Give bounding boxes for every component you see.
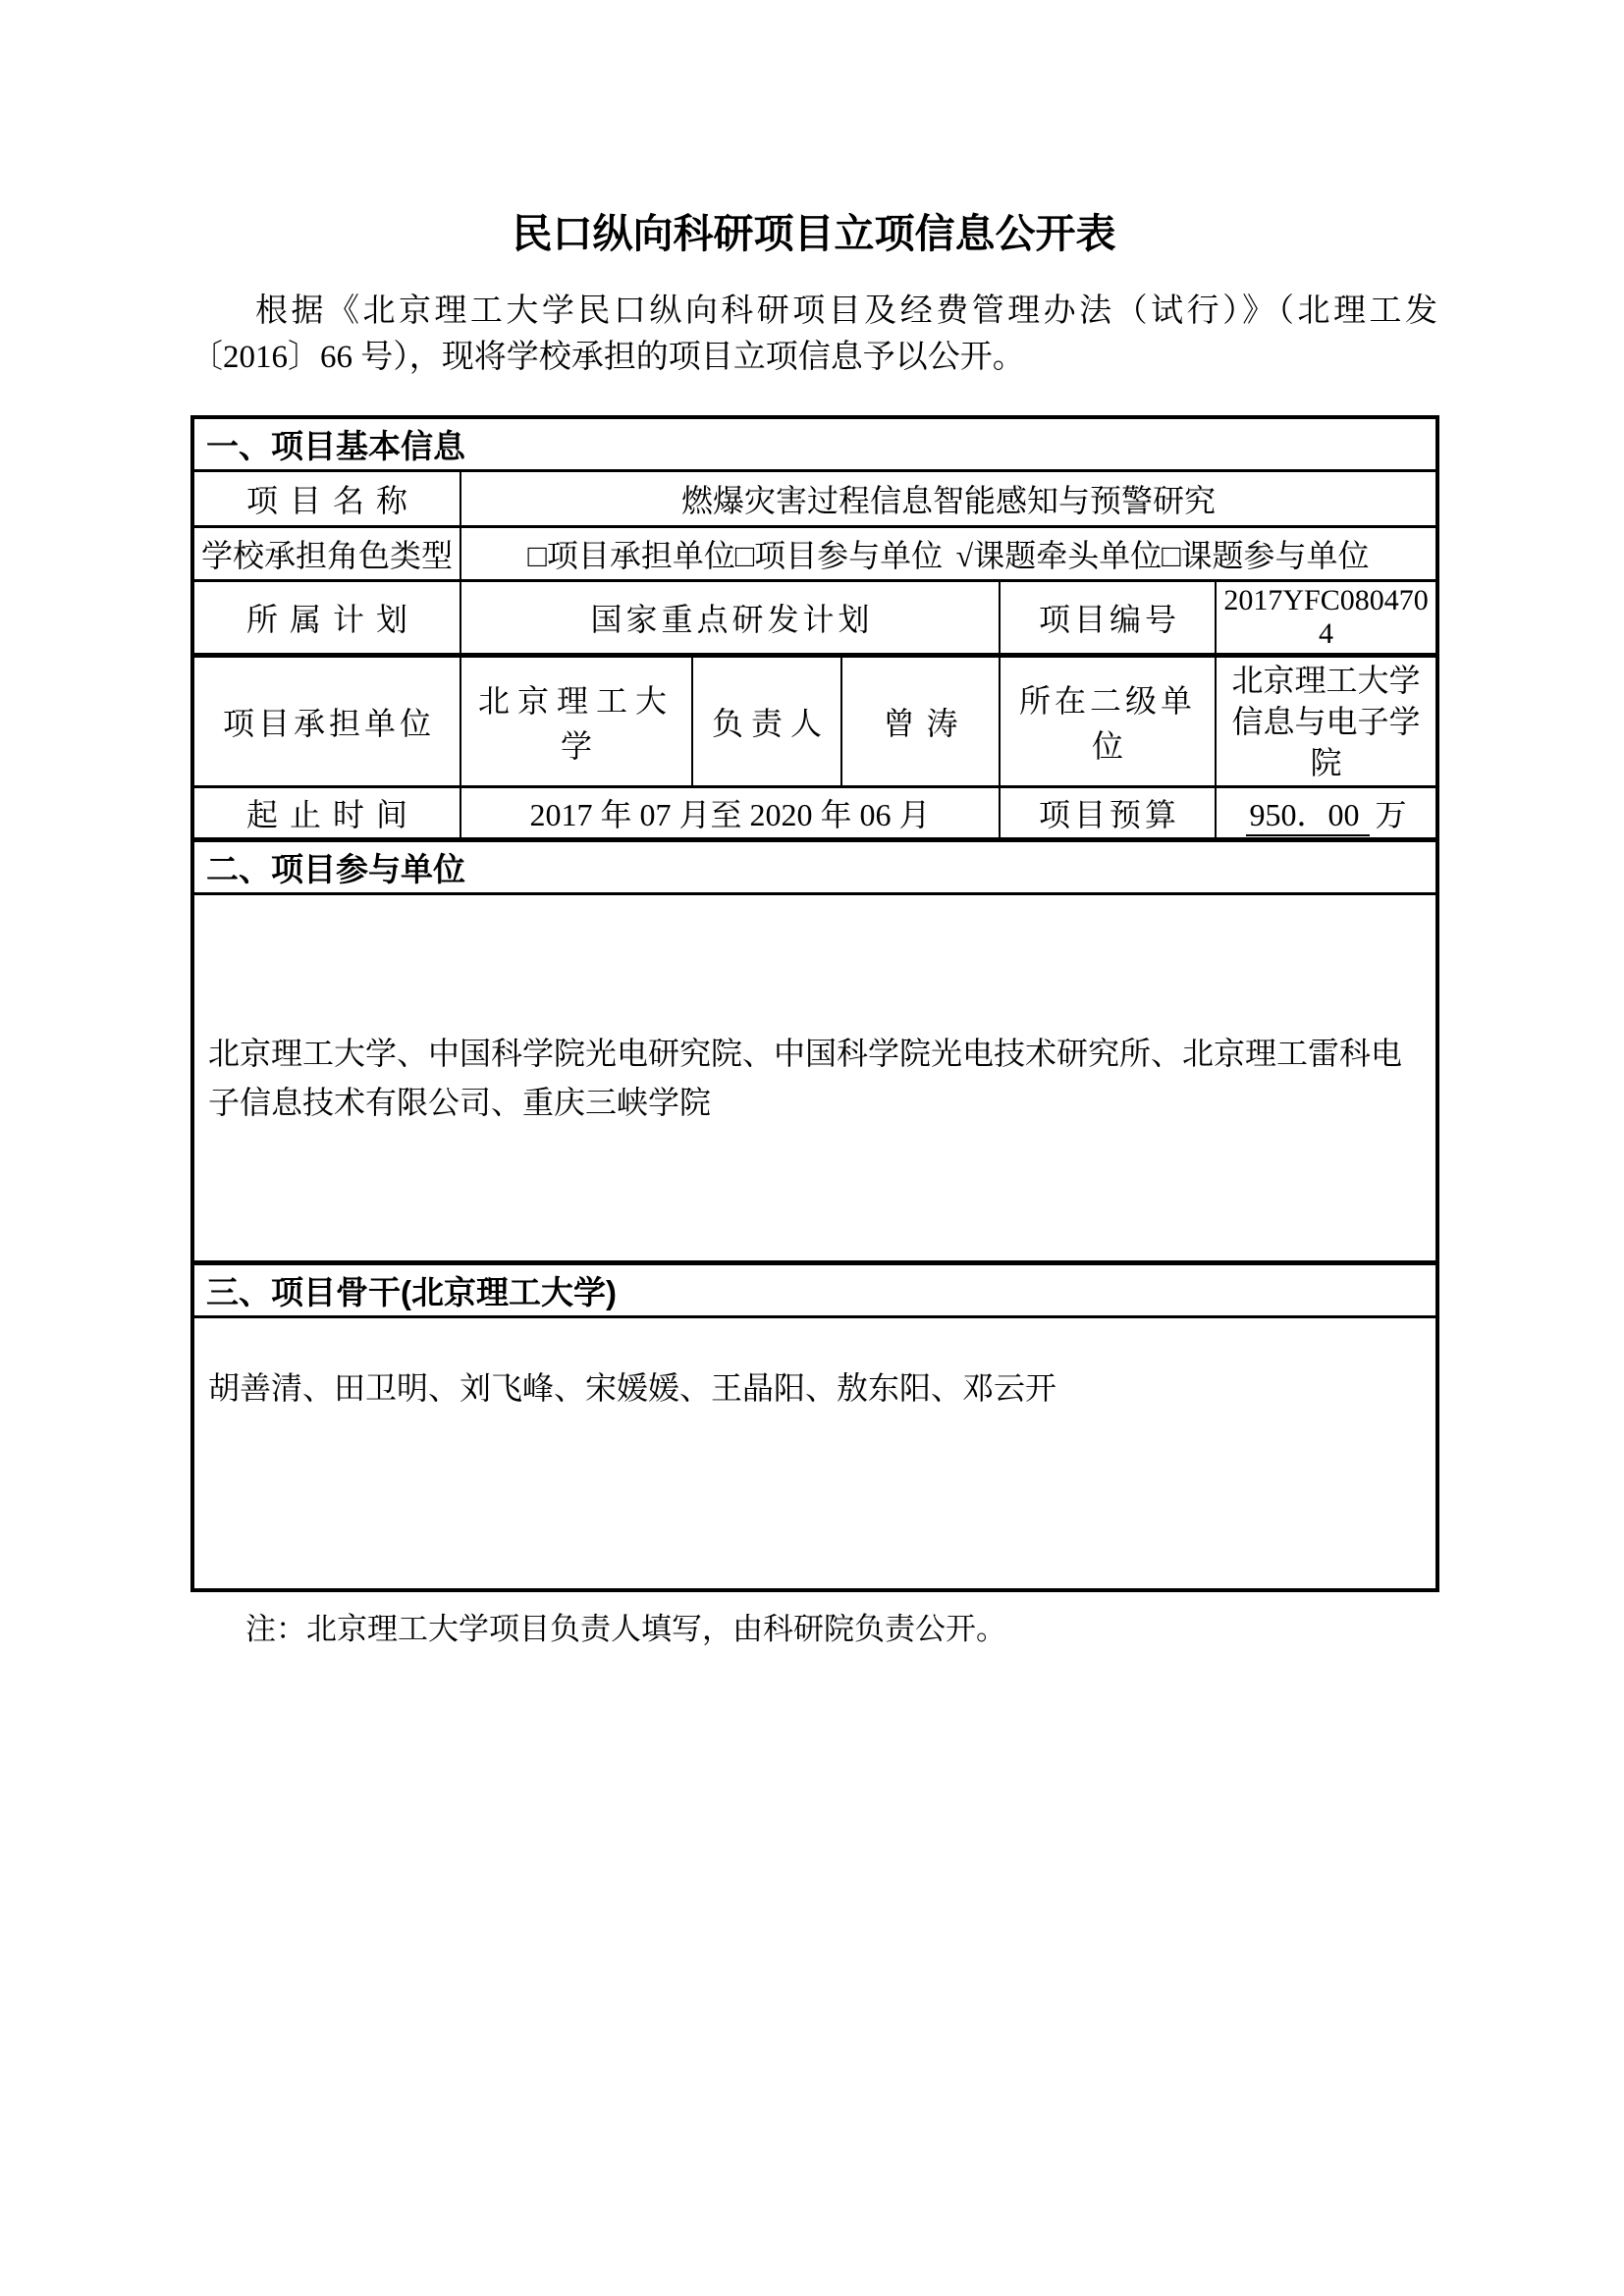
budget-label <box>1000 787 1216 840</box>
budget-value-cell <box>1216 787 1437 840</box>
footer-note: 注：北京理工大学项目负责人填写，由科研院负责公开。 <box>245 1611 1006 1646</box>
backbone-content: 胡善清、田卫明、刘飞峰、宋媛媛、王晶阳、敖东阳、邓云开 <box>192 1317 1437 1590</box>
project-no-value: 2017YFC0804704 <box>1216 581 1437 656</box>
checkmark-icon: √ <box>955 538 974 573</box>
undertaker-value-text: 北京理工大学 <box>477 683 675 764</box>
section3-header-row <box>192 1263 1437 1317</box>
project-no-label-text: 项目编号 <box>1038 602 1180 637</box>
leader-label <box>692 656 841 787</box>
duration-label-text: 起止时间 <box>245 797 419 832</box>
project-name-value: 燃爆灾害过程信息智能感知与预警研究 <box>460 471 1437 527</box>
plan-value-text: 国家重点研发计划 <box>590 602 874 637</box>
project-info-table <box>190 415 1439 1592</box>
section2-content-row <box>192 894 1437 1263</box>
duration-row <box>192 787 1437 840</box>
undertaker-value <box>460 656 692 787</box>
checkbox-empty-icon: □ <box>527 538 547 573</box>
role-option-participant <box>735 538 943 573</box>
role-option-topic-participant <box>1162 538 1369 573</box>
budget-amount: 950．00 <box>1246 797 1370 836</box>
leader-value-text: 曾涛 <box>883 706 970 741</box>
project-name-row <box>192 471 1437 527</box>
role-option-label: 项目参与单位 <box>754 538 944 573</box>
section2-header-row <box>192 840 1437 894</box>
role-option-label: 课题牵头单位 <box>973 538 1163 573</box>
role-type-row <box>192 527 1437 581</box>
undertaker-label <box>192 656 460 787</box>
leader-value <box>841 656 1000 787</box>
plan-label-text: 所属计划 <box>245 602 419 637</box>
project-name-label-text: 项目名称 <box>245 483 419 518</box>
participants-content: 北京理工大学、中国科学院光电研究院、中国科学院光电技术研究所、北京理工雷科电子信息技术有限公司、重庆三峡学院 <box>192 894 1437 1263</box>
leader-label-text: 负责人 <box>711 706 830 741</box>
section2-title: 二、项目参与单位 <box>192 840 1437 894</box>
section1-title: 一、项目基本信息 <box>192 417 1437 471</box>
duration-value: 2017 年 07 月至 2020 年 06 月 <box>460 787 1000 840</box>
role-option-undertaker <box>528 538 735 573</box>
section3-content-row <box>192 1317 1437 1590</box>
role-option-label: 课题参与单位 <box>1180 538 1370 573</box>
duration-label <box>192 787 460 840</box>
plan-label <box>192 581 460 656</box>
checkbox-empty-icon: □ <box>1162 538 1181 573</box>
role-type-label: 学校承担角色类型 <box>192 527 460 581</box>
secondary-unit-value: 北京理工大学信息与电子学院 <box>1216 656 1437 787</box>
role-option-topic-lead <box>956 538 1163 573</box>
undertaker-row <box>192 656 1437 787</box>
role-type-options <box>460 527 1437 581</box>
secondary-unit-label <box>1000 656 1216 787</box>
undertaker-label-text: 项目承担单位 <box>222 706 435 741</box>
document-title: 民口纵向科研项目立项信息公开表 <box>512 211 1116 256</box>
project-no-label <box>1000 581 1216 656</box>
project-name-label <box>192 471 460 527</box>
secondary-unit-label-text: 所在二级单位 <box>1018 683 1196 764</box>
plan-row <box>192 581 1437 656</box>
budget-label-text: 项目预算 <box>1038 797 1180 832</box>
budget-unit: 万 <box>1375 797 1407 832</box>
plan-value <box>460 581 1000 656</box>
checkbox-empty-icon: □ <box>734 538 755 573</box>
intro-paragraph: 根据《北京理工大学民口纵向科研项目及经费管理办法（试行）》（北理工发〔2016〕66 号），现将学校承担的项目立项信息予以公开。 <box>190 294 1437 375</box>
section3-title: 三、项目骨干(北京理工大学) <box>192 1263 1437 1317</box>
section1-header-row <box>192 417 1437 471</box>
role-option-label: 项目承担单位 <box>546 538 735 573</box>
